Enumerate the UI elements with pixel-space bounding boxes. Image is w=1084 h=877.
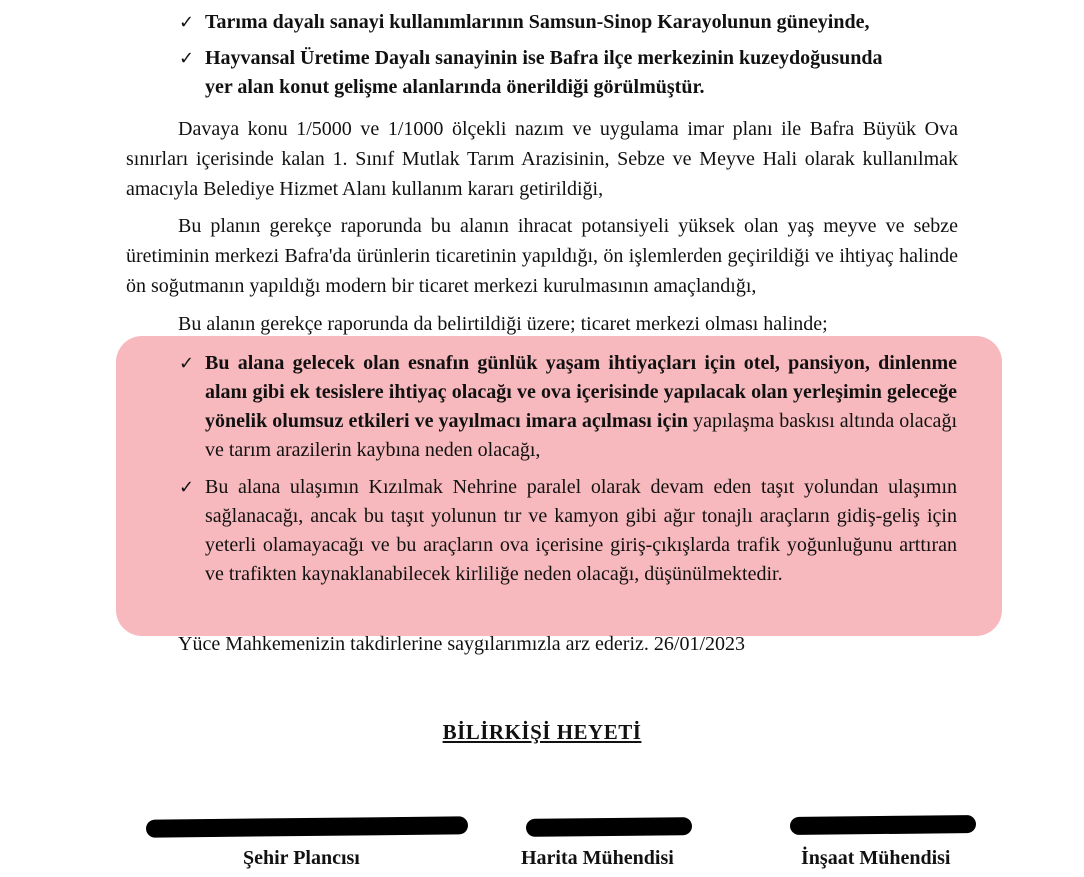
redacted-name-2: [526, 817, 692, 837]
redacted-name-3: [790, 815, 976, 835]
highlight-bullet-2-text: Bu alana ulaşımın Kızılmak Nehrine paralel olarak devam eden taşıt yolundan ulaşımın sağlanacağı, ancak bu taşıt yolunun tır ve kamyon gibi ağır tonajlı araçların gidiş-geliş için yeterli olamayacağı ve bu araçların ova içerisine giriş-çıkışlarda trafik yoğunluğunu arttıran ve trafikten kaynaklanabilecek kirliliğe neden olacağı, düşünülmektedir.: [205, 476, 957, 585]
check-icon: ✓: [179, 12, 195, 33]
paragraph-1: [126, 114, 958, 204]
paragraph-2-text: Bu planın gerekçe raporunda bu alanın ihracat potansiyeli yüksek olan yaş meyve ve sebze üretiminin merkezi Bafra'da ürünlerin ticaretinin yapıldığı, ön işlemlerden geçirildiği ve ihtiyaç halinde ön soğutmanın yapıldığı modern bir ticaret merkezi kurulmasının amaçlandığı,: [126, 215, 958, 297]
top-bullet-2-cont-text: yer alan konut gelişme alanlarında önerildiği görülmüştür.: [205, 76, 705, 98]
redacted-name-1: [146, 816, 468, 837]
paragraph-2: [126, 211, 958, 301]
highlight-bullet-2: [179, 473, 957, 589]
check-icon: ✓: [179, 353, 195, 374]
check-icon: ✓: [179, 48, 195, 69]
check-icon: ✓: [179, 477, 195, 498]
paragraph-3: [126, 309, 958, 339]
top-bullet-1: [179, 8, 870, 37]
top-bullet-2-text: Hayvansal Üretime Dayalı sanayinin ise Bafra ilçe merkezinin kuzeydoğusunda: [205, 47, 883, 69]
top-bullet-2: [179, 44, 883, 73]
top-bullet-2-continuation: [205, 73, 705, 102]
signatory-title-survey-engineer: Harita Mühendisi: [521, 847, 674, 869]
signatory-title-civil-engineer: İnşaat Mühendisi: [801, 847, 951, 869]
paragraph-3-text: Bu alanın gerekçe raporunda da belirtildiği üzere; ticaret merkezi olması halinde;: [178, 313, 828, 335]
paragraph-1-text: Davaya konu 1/5000 ve 1/1000 ölçekli nazım ve uygulama imar planı ile Bafra Büyük Ova sınırları içerisinde kalan 1. Sınıf Mutlak Tarım Arazisinin, Sebze ve Meyve Hali olarak kullanılmak amacıyla Belediye Hizmet Alanı kullanım kararı getirildiği,: [126, 118, 958, 200]
highlight-bullet-1-normal: yapılaşma baskısı altında olacağı ve tarım arazilerin kaybına neden olacağı,: [205, 410, 957, 461]
highlight-bullet-1: [179, 349, 957, 465]
committee-title: BİLİRKİŞİ HEYETİ: [442, 720, 642, 744]
closing-line: Yüce Mahkemenizin takdirlerine saygılarımızla arz ederiz. 26/01/2023: [178, 633, 746, 655]
highlight-bullet-1-bold: Bu alana gelecek olan esnafın günlük yaşam ihtiyaçları için otel, pansiyon, dinlenme alanı gibi ek tesislere ihtiyaç olacağı ve ova içerisinde yapılacak olan yerleşimin geleceğe yönelik olumsuz etkileri ve yayılmacı imara açılması için: [205, 352, 957, 432]
committee-heading: [0, 720, 1084, 745]
top-bullet-1-text: Tarıma dayalı sanayi kullanımlarının Samsun-Sinop Karayolunun güneyinde,: [205, 11, 870, 33]
signatory-title-urban-planner: Şehir Plancısı: [243, 847, 360, 869]
